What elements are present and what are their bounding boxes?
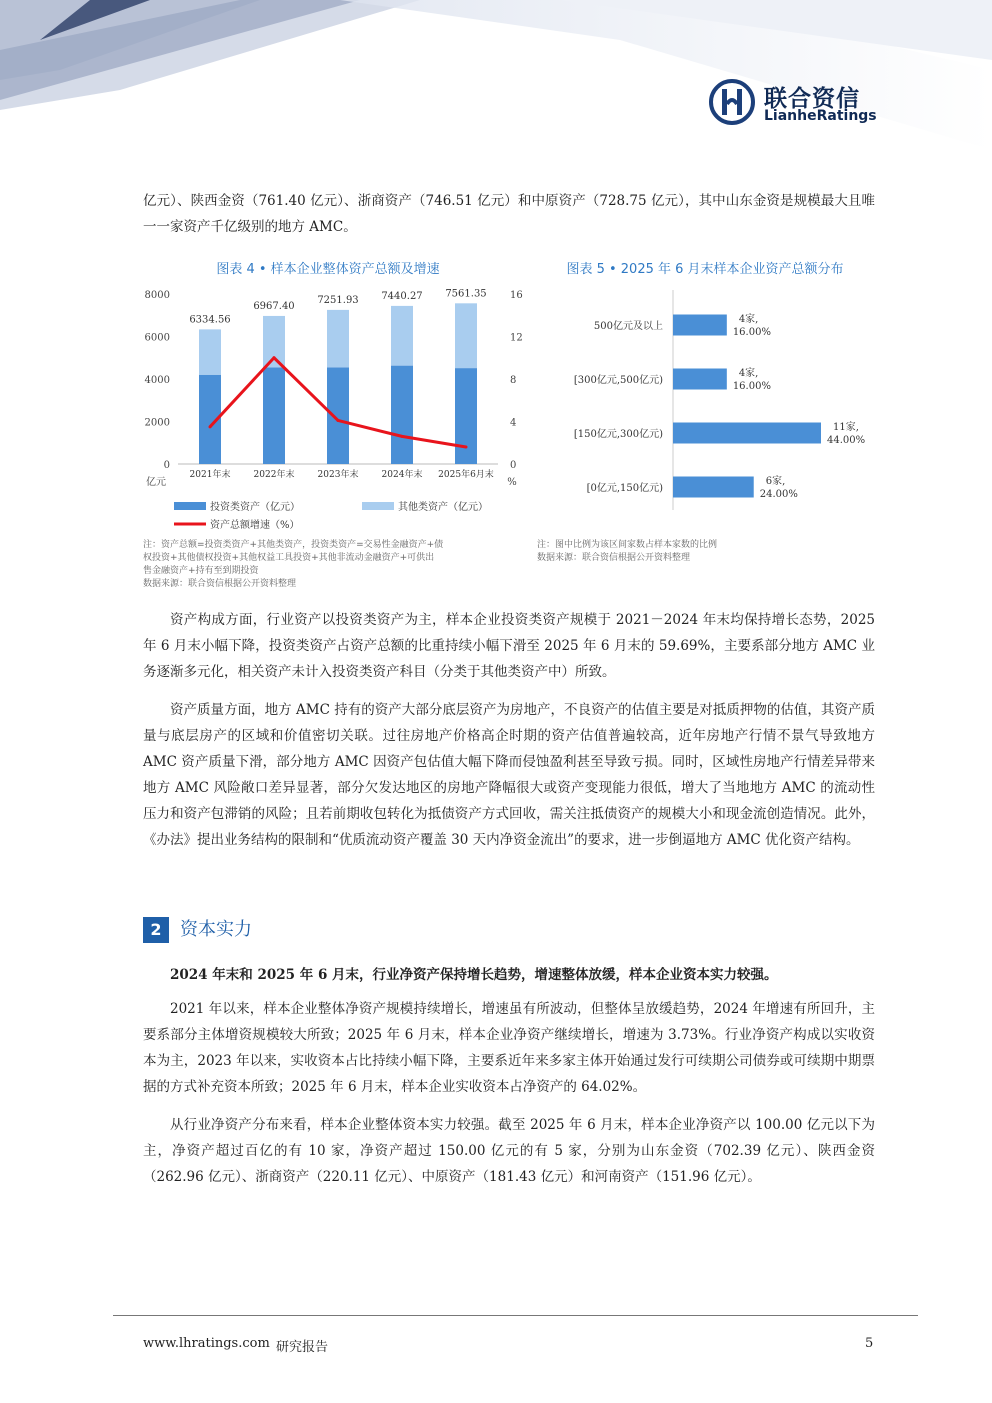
chart5-notes <box>537 539 877 565</box>
count-data-label: 11家, <box>833 422 859 433</box>
distribution-bar <box>673 315 727 336</box>
y-left-tick-label: 6000 <box>144 332 170 344</box>
x-tick-label: 2022年末 <box>253 470 295 480</box>
paragraph-asset-quality: 资产质量方面，地方 AMC 持有的资产大部分底层资产为房地产，不良资产的估值主要是对抵质押物的估值，其资产质量与底层房产的区域和价值密切关联。过往房地产价格高企时期的资产估值普遍较高，近年房地产行情不景气导致地方 AMC 资产质量下滑，部分地方 AMC 因资产包估值大幅下降而侵蚀盈利甚至导致亏损。同时，区域性房地产行情差异带来地方 AMC 风险敞口差异显著，部分欠发达地区的房地产降幅很大或资产变现能力很低，增大了当地地方 AMC 的流动性压力和资产包滞销的风险；且若前期收包转化为抵债资产方式回收，需关注抵债资产的规模大小和现金流创造情况。此外，《办法》提出业务结构的限制和“优质流动资产覆盖 30 天内净资金流出”的要求，进一步倒逼地方 AMC 优化资产结构。 <box>143 702 875 848</box>
chart4-source: 数据来源：联合资信根据公开资料整理 <box>143 579 297 589</box>
count-data-label: 4家, <box>738 314 759 325</box>
footer-divider <box>113 1315 918 1316</box>
y-right-tick-label: 16 <box>510 290 523 301</box>
share-data-label: 24.00% <box>759 489 798 500</box>
y-right-tick-label: 8 <box>510 375 517 386</box>
y-left-tick-label: 2000 <box>144 417 170 429</box>
growth-rate-point <box>401 435 404 438</box>
legend-swatch-investment <box>174 502 206 510</box>
page-number: 5 <box>865 1336 874 1351</box>
share-data-label: 44.00% <box>827 435 866 446</box>
paragraph-asset-composition: 资产构成方面，行业资产以投资类资产为主，样本企业投资类资产规模于 2021－2024 年末均保持增长态势，2025 年 6 月末小幅下降，投资类资产占资产总额的比重持续小幅下滑至 2025 年 6 月末的 59.69%，主要系部分地方 AMC 业务逐渐多元化，相关资产未计入投资类资产科目（分类于其他类资产中）所致。 <box>143 612 875 680</box>
category-label: [0亿元,150亿元) <box>586 483 663 494</box>
growth-rate-point <box>209 425 212 428</box>
distribution-bar <box>673 477 754 498</box>
share-data-label: 16.00% <box>732 381 771 392</box>
chart4-note-line: 售金融资产+持有至到期投资 <box>143 566 259 576</box>
y-right-tick-label: 0 <box>510 460 517 471</box>
paragraph-net-assets-distribution: 从行业净资产分布来看，样本企业整体资本实力较强。截至 2025 年 6 月末，样本企业净资产以 100.00 亿元以下为主，净资产超过百亿的有 10 家，净资产超过 150.00 亿元的有 5 家，分别为山东金资（702.39 亿元）、陕西金资（262.96 亿元）、浙商资产（220.11 亿元）、中原资产（181.43 亿元）和河南资产（151.96 亿元）。 <box>143 1117 875 1185</box>
count-data-label: 6家, <box>765 476 786 487</box>
total-data-label: 7561.35 <box>445 288 487 300</box>
x-tick-label: 2024年末 <box>381 470 423 480</box>
brand-name-cn: 联合资信 <box>764 86 860 112</box>
total-data-label: 6967.40 <box>253 300 295 312</box>
distribution-bar <box>673 369 727 390</box>
x-tick-label: 2025年6月末 <box>438 470 494 480</box>
chart4-note-line: 权投资+其他债权投资+其他权益工具投资+其他非流动金融资产+可供出 <box>143 553 435 563</box>
y-left-tick-label: 0 <box>163 460 170 471</box>
y-right-tick-label: 12 <box>510 332 523 344</box>
chart4-notes <box>143 539 503 591</box>
growth-rate-point <box>465 446 468 449</box>
y-right-unit: % <box>507 477 517 488</box>
chart4-note-line: 注：资产总额=投资类资产+其他类资产，投资类资产=交易性金融资产+债 <box>143 540 444 550</box>
section-title: 资本实力 <box>180 919 252 940</box>
count-data-label: 4家, <box>738 368 759 379</box>
paragraph-capital-summary: 2024 年末和 2025 年 6 月末，行业净资产保持增长趋势，增速整体放缓，样本企业资本实力较强。 <box>170 967 778 983</box>
bar-other-assets <box>455 303 477 368</box>
bar-investment-assets <box>455 368 477 464</box>
chart4-total-assets <box>140 282 530 537</box>
y-left-tick-label: 4000 <box>144 375 170 386</box>
y-right-tick-label: 4 <box>510 417 517 429</box>
legend-label-other: 其他类资产（亿元） <box>398 502 488 513</box>
distribution-bar <box>673 423 821 444</box>
bar-other-assets <box>199 329 221 374</box>
legend-swatch-other <box>362 502 394 510</box>
footer-label: 研究报告 <box>276 1340 329 1355</box>
x-tick-label: 2023年末 <box>317 470 359 480</box>
chart5-source: 数据来源：联合资信根据公开资料整理 <box>537 553 691 563</box>
lianhe-logo-icon <box>708 78 756 126</box>
total-data-label: 6334.56 <box>189 314 231 326</box>
total-data-label: 7251.93 <box>317 294 359 306</box>
legend-label-growth: 资产总额增速（%） <box>210 520 300 531</box>
y-left-unit: 亿元 <box>146 477 166 488</box>
chart4-caption: 图表 4 • 样本企业整体资产总额及增速 <box>216 262 440 277</box>
chart5-note-line: 注：图中比例为该区间家数占样本家数的比例 <box>537 540 718 550</box>
brand-name-en: LianheRatings <box>764 108 877 124</box>
bar-investment-assets <box>263 367 285 464</box>
section-number: 2 <box>143 917 169 943</box>
chart5-caption: 图表 5 • 2025 年 6 月末样本企业资产总额分布 <box>566 262 844 277</box>
category-label: [150亿元,300亿元) <box>573 429 663 440</box>
growth-rate-point <box>337 419 340 422</box>
paragraph-net-assets-trend: 2021 年以来，样本企业整体净资产规模持续增长，增速虽有所波动，但整体呈放缓趋势，2024 年增速有所回升，主要系部分主体增资规模较大所致；2025 年 6 月末，样本企业净资产继续增长，增速为 3.73%。行业净资产构成以实收资本为主，2023 年以来，实收资本占比持续小幅下降，主要系近年来多家主体开始通过发行可续期公司债券或可续期中期票据的方式补充资本所致；2025 年 6 月末，样本企业实收资本占净资产的 64.02%。 <box>143 1001 875 1095</box>
bar-investment-assets <box>327 367 349 464</box>
footer-website[interactable]: www.lhratings.com <box>143 1336 270 1351</box>
x-tick-label: 2021年末 <box>189 470 231 480</box>
legend-label-investment: 投资类资产（亿元） <box>210 502 300 513</box>
paragraph-asset-scale: 亿元）、陕西金资（761.40 亿元）、浙商资产（746.51 亿元）和中原资产（728.75 亿元），其中山东金资是规模最大且唯一一家资产千亿级别的地方 AMC。 <box>143 193 875 235</box>
category-label: 500亿元及以上 <box>593 321 663 332</box>
growth-rate-point <box>273 356 276 359</box>
y-left-tick-label: 8000 <box>144 290 170 301</box>
bar-investment-assets <box>391 366 413 464</box>
total-data-label: 7440.27 <box>381 290 423 302</box>
chart5-asset-distribution <box>535 290 875 515</box>
bar-other-assets <box>391 306 413 366</box>
category-label: [300亿元,500亿元) <box>573 375 663 386</box>
brand-logo <box>708 78 888 130</box>
bar-other-assets <box>327 310 349 367</box>
share-data-label: 16.00% <box>732 327 771 338</box>
